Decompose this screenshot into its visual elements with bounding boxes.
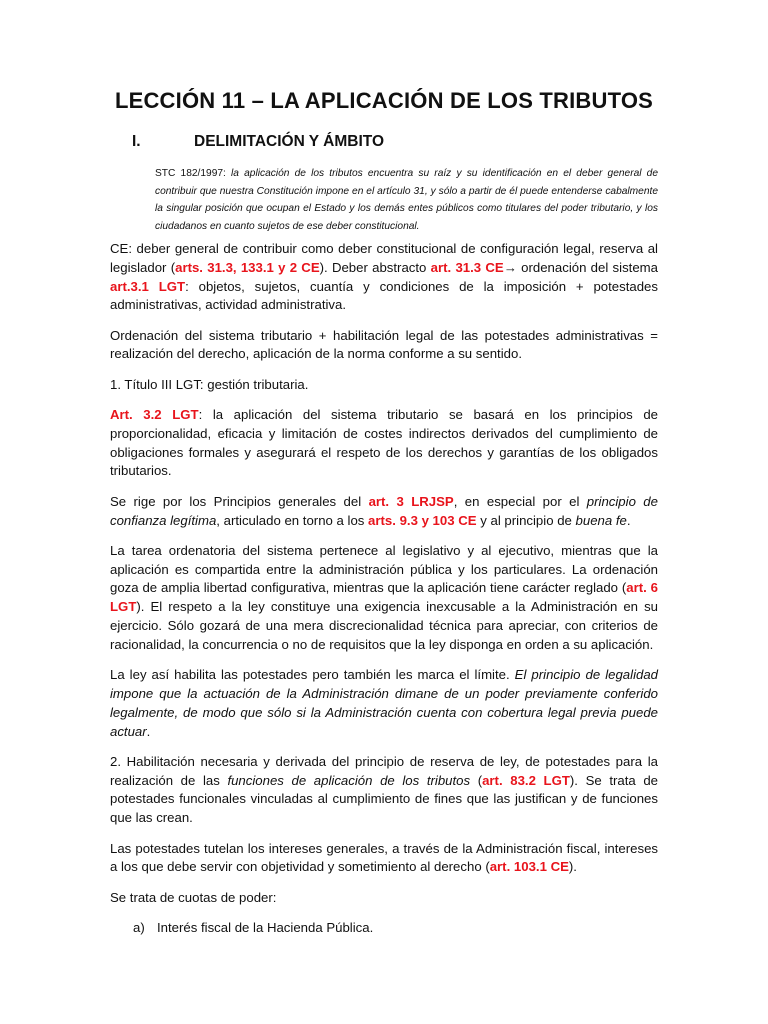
text-run: 2. Habilitación necesaria y derivada del principio de reserva de ley, de potestades para la realización de las (110, 753, 658, 788)
paragraph-7 (110, 666, 658, 741)
legal-reference: arts. 31.3, 133.1 y 2 CE (175, 259, 320, 275)
legal-reference: art. 3 LRJSP (368, 493, 454, 509)
paragraph-4 (110, 406, 658, 481)
list-item-text: Interés fiscal de la Hacienda Pública. (157, 919, 374, 935)
text-run: . (626, 512, 631, 528)
text-run: : la aplicación del sistema tributario se basará en los principios de proporcionalidad, eficacia y limitación de costes indirectos derivados del cumplimiento de obligaciones formales y asegurará el respeto de los derechos y garantías de los obligados tributarios. (110, 407, 658, 479)
text-run: ). Deber abstracto (319, 259, 431, 275)
paragraph-3: 1. Título III LGT: gestión tributaria. (110, 376, 309, 392)
italic-run: funciones de aplicación de los tributos (227, 772, 471, 788)
paragraph-10: Se trata de cuotas de poder: (110, 889, 277, 905)
legal-reference: art. 31.3 CE (430, 259, 504, 275)
italic-run: principio de confianza legítima (110, 493, 658, 528)
paragraph-6 (110, 542, 658, 655)
paragraph-9 (110, 840, 658, 878)
legal-reference: arts. 9.3 y 103 CE (368, 512, 477, 528)
list-item-label: a) (133, 919, 145, 935)
body-text (110, 240, 658, 949)
text-run: ). (568, 859, 577, 875)
legal-reference: art. 103.1 CE (489, 859, 569, 875)
paragraph-5 (110, 493, 658, 531)
italic-run: El principio de legalidad impone que la actuación de la Administración dimane de un poder previamente conferido legalmente, de modo que sólo si la Administración cuenta con cobertura legal previa puede actuar (110, 667, 659, 739)
quote-lead: STC 182/1997: (155, 168, 232, 179)
text-run: Las potestades tutelan los intereses generales, a través de la Administración fiscal, intereses a los que debe servir con objetividad y sometimiento al derecho ( (110, 840, 658, 875)
text-run: CE: deber general de contribuir como deber constitucional de configuración legal, reserva al legislador ( (110, 241, 658, 275)
section-number: I. (132, 133, 141, 150)
italic-run: buena fe (575, 512, 627, 528)
text-run: ). El respeto a la ley constituye una exigencia inexcusable a la Administración en su ejercicio. Sólo gozará de una mera discrecionalidad técnica para apreciar, con criterios de racionalidad, la concurrencia o no de requisitos que la ley disponga en orden a su aplicación. (110, 599, 658, 652)
text-run: : objetos, sujetos, cuantía y condiciones de la imposición + potestades administrativas, actividad administrativa. (110, 278, 658, 313)
text-run: ). Se trata de potestades funcionales vinculadas al cumplimiento de fines que las justifican y de funciones que las crean. (110, 772, 658, 826)
section-label: DELIMITACIÓN Y ÁMBITO (194, 133, 385, 150)
paragraph-8 (110, 753, 658, 828)
quote-block (155, 165, 658, 235)
text-run: , articulado en torno a los (216, 512, 369, 528)
legal-reference: Art. 3.2 LGT (110, 407, 199, 423)
legal-reference: art.3.1 LGT (110, 278, 186, 294)
text-run: ( (470, 772, 483, 788)
list-item (110, 919, 658, 938)
text-run: → ordenación del sistema (503, 259, 658, 275)
text-run: y al principio de (476, 512, 576, 528)
paragraph-2: Ordenación del sistema tributario + habilitación legal de las potestades administrativas = realización del derecho, aplicación de la norma conforme a su sentido. (110, 327, 658, 362)
quote-text: la aplicación de los tributos encuentra su raíz y su identificación en el deber general de contribuir que nuestra Constitución impone en el artículo 31, y sólo a partir de él puede entenderse cabalmente la singular posición que ocupan el Estado y los demás entes públicos como titulares del poder tributario, y los ciudadanos en cuanto sujetos de ese deber constitucional. (155, 168, 659, 232)
text-run: La ley así habilita las potestades pero también les marca el límite. (110, 667, 515, 683)
legal-reference: art. 6 LGT (110, 580, 658, 615)
text-run: Se rige por los Principios generales del (110, 493, 369, 509)
section-heading (132, 133, 384, 151)
text-run: . (146, 723, 151, 739)
text-run: La tarea ordenatoria del sistema pertenece al legislativo y al ejecutivo, mientras que la aplicación es compartida entre la administración pública y los particulares. La ordenación goza de amplia libertad configurativa, mientras que la aplicación tiene carácter reglado ( (110, 542, 658, 596)
page-title: LECCIÓN 11 – LA APLICACIÓN DE LOS TRIBUTOS (114, 88, 654, 113)
legal-reference: art. 83.2 LGT (482, 772, 570, 788)
text-run: , en especial por el (453, 493, 587, 509)
paragraph-1 (110, 240, 658, 315)
